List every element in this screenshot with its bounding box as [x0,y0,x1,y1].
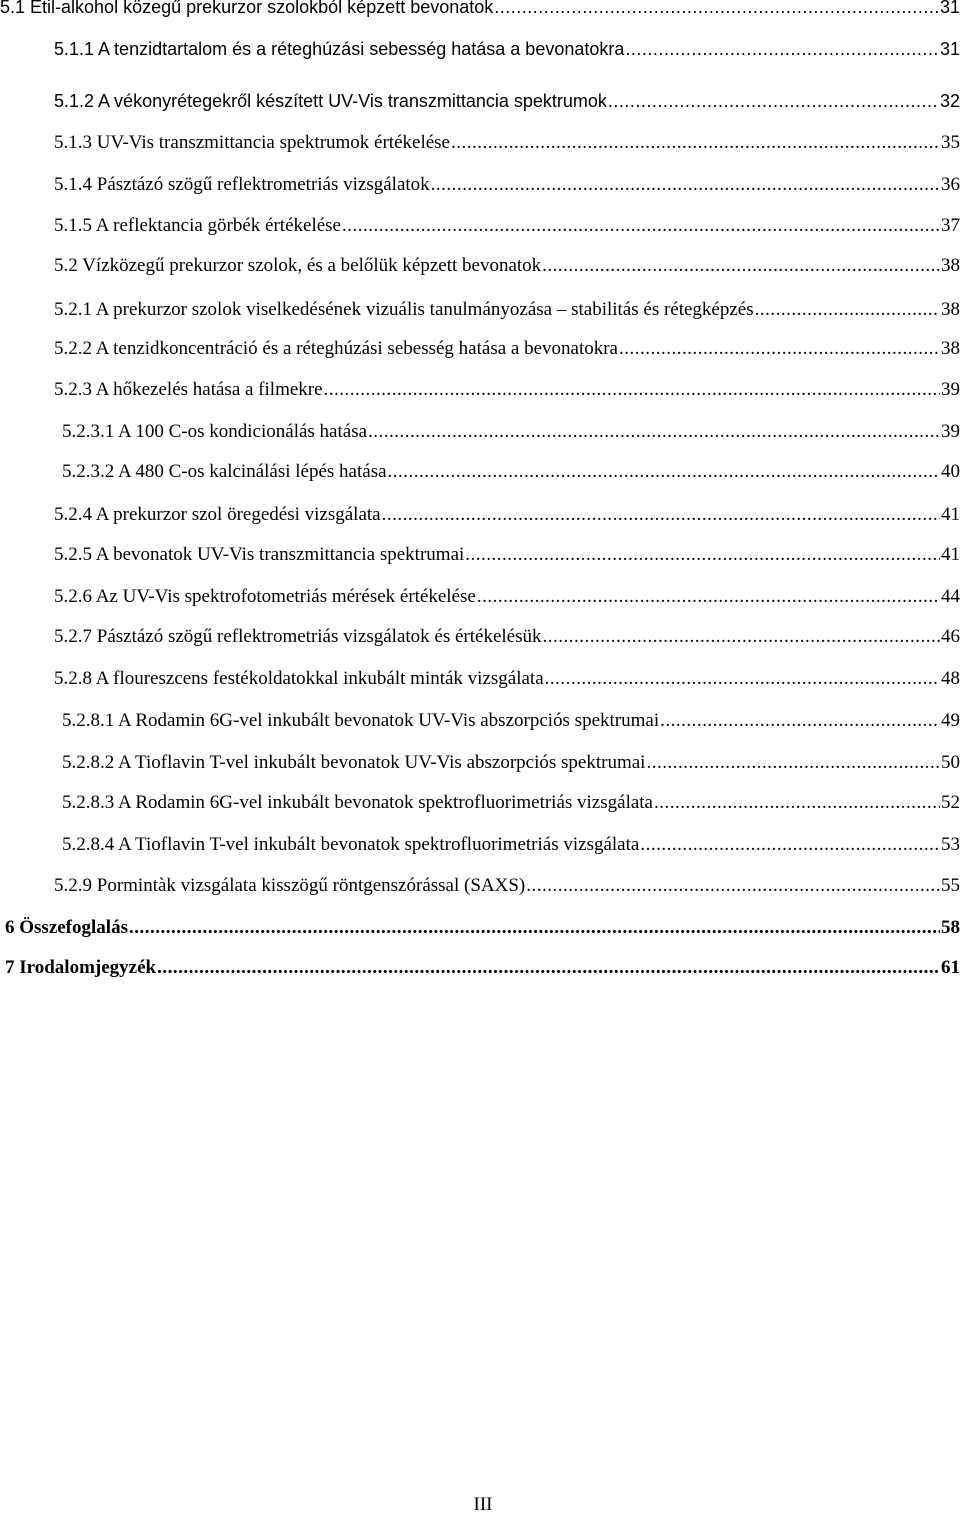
toc-entry[interactable] [0,625,960,649]
toc-entry-page: 36 [941,174,960,195]
toc-entry-page: 38 [941,338,960,359]
toc-dot-leader [129,916,940,940]
toc-dot-leader [640,833,940,857]
toc-dot-leader [494,0,939,19]
toc-entry-page: 50 [941,752,960,773]
toc-entry[interactable] [0,751,960,775]
toc-entry-title: 5.2.3.1 A 100 C-os kondicionálás hatása [62,421,368,442]
toc-entry-title: 7 Irodalomjegyzék [5,957,157,978]
toc-entry[interactable] [0,833,960,857]
toc-entry[interactable] [0,254,960,278]
toc-entry-title: 5.2.9 Pormintàk vizsgálata kisszögű röntgenszórással (SAXS) [54,875,526,896]
toc-entry[interactable] [0,131,960,155]
toc-dot-leader [477,585,940,609]
toc-entry-title: 5.2.3 A hőkezelés hatása a filmekre [54,379,323,400]
toc-entry-page: 31 [939,39,960,59]
toc-entry-title: 5.1.5 A reflektancia görbék értékelése [54,215,341,236]
toc-dot-leader [451,131,940,155]
toc-dot-leader [368,420,940,444]
toc-entry-page: 38 [941,255,960,276]
toc-entry-title: 5.2.8.3 A Rodamin 6G-vel inkubált bevonatok spektrofluorimetriás vizsgálata [62,792,653,813]
toc-entry-page: 61 [941,957,960,978]
toc-dot-leader [654,791,940,815]
toc-entry-page: 39 [941,379,960,400]
toc-dot-leader [526,874,940,898]
toc-entry-page: 41 [941,504,960,525]
toc-entry[interactable] [0,585,960,609]
toc-entry-title: 5.2.5 A bevonatok UV-Vis transzmittancia spektrumai [54,544,465,565]
toc-entry-title: 5.2.8.2 A Tioflavin T-vel inkubált bevonatok UV-Vis abszorpciós spektrumai [62,752,646,773]
toc-entry-title: 5.1.4 Pásztázó szögű reflektrometriás vizsgálatok [54,174,430,195]
toc-dot-leader [545,667,940,691]
toc-dot-leader [465,543,940,567]
toc-entry[interactable] [0,173,960,197]
toc-entry-page: 31 [939,0,960,17]
toc-entry-title: 5.2.4 A prekurzor szol öregedési vizsgálata [54,504,381,525]
toc-entry[interactable] [0,214,960,238]
toc-dot-leader [660,709,940,733]
toc-entry-title: 5.2.6 Az UV-Vis spektrofotometriás mérések értékelése [54,586,476,607]
toc-entry-page: 40 [941,461,960,482]
toc-entry-page: 49 [941,710,960,731]
toc-entry[interactable] [0,709,960,733]
toc-entry-page: 52 [941,792,960,813]
toc-dot-leader [157,956,940,980]
toc-dot-leader [324,378,940,402]
toc-entry[interactable] [0,791,960,815]
toc-entry-title: 5.2 Vízközegű prekurzor szolok, és a belőlük képzett bevonatok [54,255,542,276]
toc-dot-leader [431,173,940,197]
toc-entry-page: 53 [941,834,960,855]
toc-entry-page: 48 [941,668,960,689]
toc-dot-leader [646,751,940,775]
toc-entry-title: 5.2.1 A prekurzor szolok viselkedésének vizuális tanulmányozása – stabilitás és rétegképzés [54,299,754,320]
toc-entry[interactable] [0,89,960,113]
toc-entry[interactable] [0,298,960,322]
toc-entry-title: 5.2.8 A floureszcens festékoldatokkal inkubált minták vizsgálata [54,668,544,689]
toc-dot-leader [608,89,939,113]
toc-entry-page: 37 [941,215,960,236]
toc-dot-leader [342,214,940,238]
toc-entry-title: 5.1 Etil-alkohol közegű prekurzor szolokból képzett bevonatok [0,0,494,17]
toc-entry-title: 5.2.7 Pásztázó szögű reflektrometriás vizsgálatok és értékelésük [54,626,542,647]
toc-entry-title: 5.2.3.2 A 480 C-os kalcinálási lépés hatása [62,461,387,482]
toc-entry-title: 6 Összefoglalás [5,917,128,938]
toc-entry[interactable] [0,956,960,980]
toc-entry-page: 58 [941,917,960,938]
toc-entry-title: 5.1.3 UV-Vis transzmittancia spektrumok értékelése [54,132,450,153]
toc-entry-title: 5.1.2 A vékonyrétegekről készített UV-Vis transzmittancia spektrumok [54,91,607,111]
toc-entry[interactable] [0,916,960,940]
toc-entry-page: 55 [941,875,960,896]
page-number: III [473,1494,493,1515]
toc-entry[interactable] [0,460,960,484]
toc-entry[interactable] [0,874,960,898]
toc-dot-leader [625,37,939,61]
toc-dot-leader [388,460,940,484]
toc-entry-title: 5.1.1 A tenzidtartalom és a réteghúzási sebesség hatása a bevonatokra [54,39,625,59]
toc-entry[interactable] [0,503,960,527]
toc-entry-page: 46 [941,626,960,647]
toc-dot-leader [755,298,940,322]
toc-entry[interactable] [0,543,960,567]
toc-dot-leader [542,254,940,278]
toc-entry-page: 44 [941,586,960,607]
toc-entry-title: 5.2.8.4 A Tioflavin T-vel inkubált bevonatok spektrofluorimetriás vizsgálata [62,834,640,855]
toc-dot-leader [543,625,941,649]
toc-entry-page: 41 [941,544,960,565]
toc-entry[interactable] [0,0,960,19]
toc-entry[interactable] [0,420,960,444]
toc-entry-page: 35 [941,132,960,153]
toc-entry[interactable] [0,667,960,691]
toc-entry[interactable] [0,337,960,361]
toc-entry[interactable] [0,37,960,61]
toc-entry-page: 39 [941,421,960,442]
toc-entry-title: 5.2.8.1 A Rodamin 6G-vel inkubált bevonatok UV-Vis abszorpciós spektrumai [62,710,660,731]
toc-entry[interactable] [0,378,960,402]
toc-dot-leader [382,503,940,527]
toc-entry-page: 38 [941,299,960,320]
toc-entry-page: 32 [939,91,960,111]
toc-dot-leader [619,337,940,361]
toc-entry-title: 5.2.2 A tenzidkoncentráció és a réteghúzási sebesség hatása a bevonatokra [54,338,618,359]
